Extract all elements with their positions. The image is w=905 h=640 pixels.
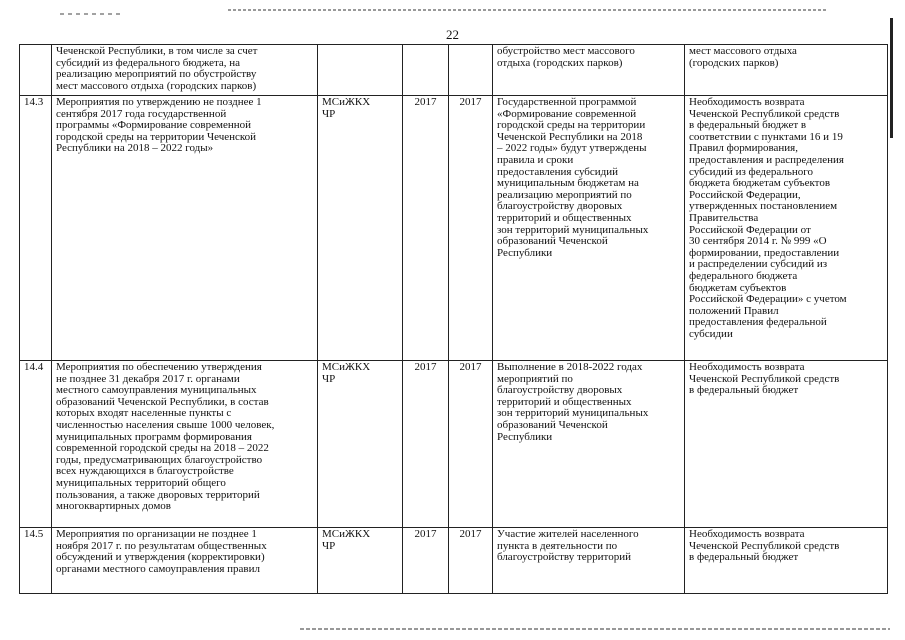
- start-year: 2017: [403, 361, 449, 528]
- start-year: 2017: [403, 96, 449, 361]
- item-number: 14.4: [20, 361, 52, 528]
- executor: МСиЖКХ ЧР: [318, 96, 403, 361]
- end-year: 2017: [449, 528, 493, 594]
- end-year: 2017: [449, 361, 493, 528]
- end-year: 2017: [449, 96, 493, 361]
- consequence-note: Необходимость возврата Чеченской Республикой средств в федеральный бюджет в соответствии с пунктами 16 и 19 Правил формирования, предоставления и распределения субсидий из федерального бюджета бюджетам субъектов Российской Федерации, утвержденных постановлением Правительства Российской Федерации от 30 сентября 2014 г. № 999 «О формировании, предоставлении и распределении субсидий из федерального бюджета бюджетам субъектов Российской Федерации» с учетом положений Правил предоставления федеральной субсидии: [685, 96, 888, 361]
- table-row: [20, 96, 888, 361]
- scan-artifact: [300, 628, 890, 630]
- executor: МСиЖКХ ЧР: [318, 361, 403, 528]
- expected-result: Выполнение в 2018-2022 годах мероприятий по благоустройству дворовых территорий и общественных зон территорий муниципальных образований Чеченской Республики: [493, 361, 685, 528]
- page-number: 22: [446, 27, 459, 42]
- executor: МСиЖКХ ЧР: [318, 528, 403, 594]
- table-row: [20, 528, 888, 594]
- scan-artifact: [228, 9, 828, 11]
- measure-name: Мероприятия по организации не позднее 1 ноября 2017 г. по результатам общественных обсуждений и утверждения (корректировки) органами местного самоуправления правил: [52, 528, 318, 594]
- measure-name: Мероприятия по обеспечению утверждения не позднее 31 декабря 2017 г. органами местного самоуправления муниципальных образований Чеченской Республики, в состав которых входят населенные пункты с численностью населения свыше 1000 человек, муниципальных программ формирования современной городской среды на 2018 – 2022 годы, предусматривающих благоустройство всех нуждающихся в благоустройстве муниципальных территорий общего пользования, а также дворовых территорий многоквартирных домов: [52, 361, 318, 528]
- consequence-note: мест массового отдыха (городских парков): [685, 45, 888, 96]
- measures-table: [19, 44, 888, 594]
- start-year: [403, 45, 449, 96]
- measure-name: Чеченской Республики, в том числе за счет субсидий из федерального бюджета, на реализацию мероприятий по обустройству мест массового отдыха (городских парков): [52, 45, 318, 96]
- expected-result: Государственной программой «Формирование современной городской среды на территории Чеченской Республики на 2018 – 2022 годы» будут утверждены правила и сроки предоставления субсидий муниципальным бюджетам на реализацию мероприятий по благоустройству дворовых территорий и общественных зон территорий муниципальных образований Чеченской Республики: [493, 96, 685, 361]
- item-number: 14.3: [20, 96, 52, 361]
- end-year: [449, 45, 493, 96]
- table-row: [20, 361, 888, 528]
- item-number: 14.5: [20, 528, 52, 594]
- start-year: 2017: [403, 528, 449, 594]
- executor: [318, 45, 403, 96]
- consequence-note: Необходимость возврата Чеченской Республикой средств в федеральный бюджет: [685, 361, 888, 528]
- item-number: [20, 45, 52, 96]
- expected-result: Участие жителей населенного пункта в деятельности по благоустройству территорий: [493, 528, 685, 594]
- table-row: [20, 45, 888, 96]
- consequence-note: Необходимость возврата Чеченской Республикой средств в федеральный бюджет: [685, 528, 888, 594]
- expected-result: обустройство мест массового отдыха (городских парков): [493, 45, 685, 96]
- measure-name: Мероприятия по утверждению не позднее 1 сентября 2017 года государственной программы «Формирование современной городской среды на территории Чеченской Республики на 2018 – 2022 годы»: [52, 96, 318, 361]
- scan-artifact: [60, 13, 120, 15]
